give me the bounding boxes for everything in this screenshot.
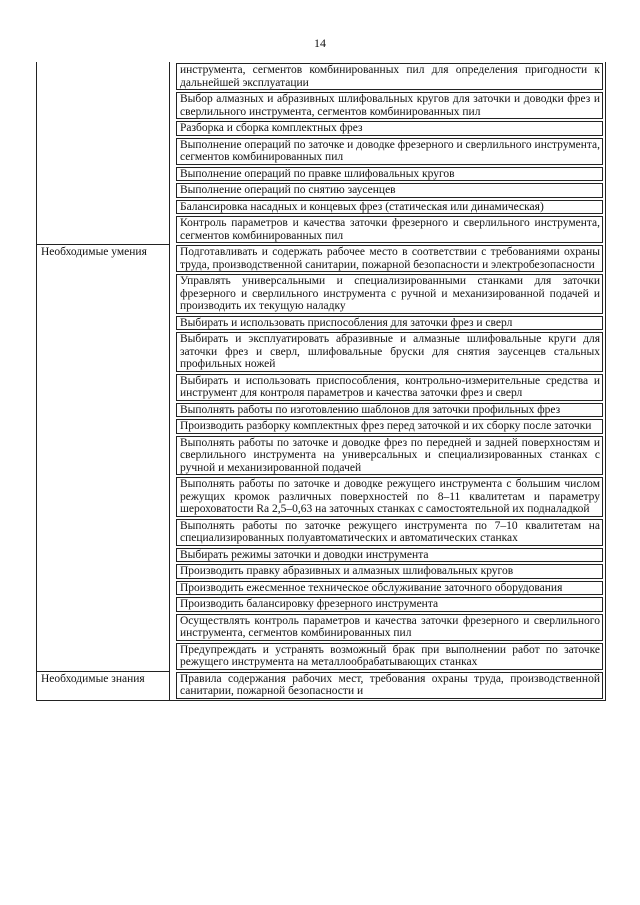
table-cell: Выбирать и использовать приспособления, контрольно-измерительные средства и инструмент для контроля параметров и качества заточки фрез и сверл: [176, 374, 603, 401]
table-cell: Осуществлять контроль параметров и качества заточки фрезерного и сверлильного инструмента, сегментов комбинированных пил: [176, 614, 603, 641]
table-cell: Производить балансировку фрезерного инструмента: [176, 597, 603, 612]
table-cell: Выполнять работы по заточке режущего инструмента по 7–10 квалитетам на специализированных полуавтоматических и автоматических станках: [176, 519, 603, 546]
table-cell: Выполнение операций по заточке и доводке фрезерного и сверлильного инструмента, сегментов комбинированных пил: [176, 138, 603, 165]
table-cell: Правила содержания рабочих мест, требования охраны труда, производственной санитарии, пожарной безопасности и: [176, 672, 603, 699]
table-cell: Предупреждать и устранять возможный брак при выполнении работ по заточке режущего инструмента на металлообрабатывающих станках: [176, 643, 603, 670]
table-cell: инструмента, сегментов комбинированных пил для определения пригодности к дальнейшей эксплуатации: [176, 63, 603, 90]
row-label-skills: Необходимые умения: [37, 244, 170, 671]
skills-list: [170, 244, 605, 671]
table-cell: Выполнение операций по снятию заусенцев: [176, 183, 603, 198]
table-cell: Выбирать и эксплуатировать абразивные и алмазные шлифовальные круги для заточки фрез и сверл, шлифовальные бруски для снятия заусенцев стальных профильных ножей: [176, 332, 603, 372]
table-cell: Выбор алмазных и абразивных шлифовальных кругов для заточки и доводки фрез и сверлильного инструмента, сегментов комбинированных пил: [176, 92, 603, 119]
labor-actions-list: [170, 62, 605, 244]
table-cell: Выполнять работы по заточке и доводке фрез по передней и задней поверхностям и сверлильного инструмента на универсальных и специализированных станках с ручной и механизированной подачей: [176, 436, 603, 476]
table-cell: Выбирать и использовать приспособления для заточки фрез и сверл: [176, 316, 603, 331]
table-cell: Выполнение операций по правке шлифовальных кругов: [176, 167, 603, 182]
table-cell: Управлять универсальными и специализированными станками для заточки фрезерного и сверлильного инструмента с ручной и механизированной подачей и производить их текущую наладку: [176, 274, 603, 314]
table-row-knowledge: [36, 671, 606, 701]
table-row-skills: [36, 244, 606, 671]
page-number: 14: [314, 36, 326, 50]
requirements-table: [36, 62, 606, 701]
table-cell: Разборка и сборка комплектных фрез: [176, 121, 603, 136]
table-cell: Балансировка насадных и концевых фрез (статическая или динамическая): [176, 200, 603, 215]
table-row-continued-actions: [36, 62, 606, 244]
table-cell: Производить разборку комплектных фрез перед заточкой и их сборку после заточки: [176, 419, 603, 434]
row-label-knowledge: Необходимые знания: [37, 671, 170, 700]
table-cell: Контроль параметров и качества заточки фрезерного и сверлильного инструмента, сегментов комбинированных пил: [176, 216, 603, 243]
table-cell: Производить правку абразивных и алмазных шлифовальных кругов: [176, 564, 603, 579]
table-cell: Выбирать режимы заточки и доводки инструмента: [176, 548, 603, 563]
table-cell: Выполнять работы по заточке и доводке режущего инструмента с большим числом режущих кромок различных поверхностей по 8–11 квалитетам и параметру шероховатости Ra 2,5–0,63 на заточных станках с самостоятельной их подналадкой: [176, 477, 603, 517]
table-cell: Выполнять работы по изготовлению шаблонов для заточки профильных фрез: [176, 403, 603, 418]
knowledge-list: [170, 671, 605, 700]
row-label-empty: [37, 62, 170, 244]
table-cell: Подготавливать и содержать рабочее место в соответствии с требованиями охраны труда, производственной санитарии, пожарной безопасности и электробезопасности: [176, 245, 603, 272]
table-cell: Производить ежесменное техническое обслуживание заточного оборудования: [176, 581, 603, 596]
